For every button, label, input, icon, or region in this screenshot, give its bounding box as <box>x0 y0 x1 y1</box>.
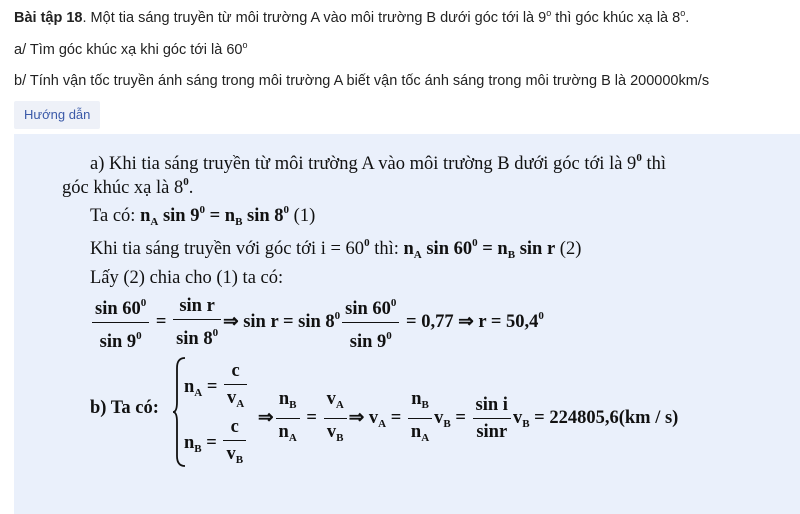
exercise-part-a: a/ Tìm góc khúc xạ khi góc tới là 60$^o$ <box>14 40 248 58</box>
exercise-part-b: b/ Tính vận tốc truyền ánh sáng trong môi trường A biết vận tốc ánh sáng trong môi trường B là 200000km/s <box>14 73 710 89</box>
part-b-label: b) Ta có: <box>90 398 159 418</box>
solution-content <box>14 134 800 514</box>
equation-1: Ta có: $n_A$ $\sin 9^0 = n_B$ $\sin 8^0$ (1) <box>90 204 316 228</box>
exercise-label: Bài tập 18 <box>14 10 83 26</box>
solution-panel <box>14 134 800 514</box>
system-eq-a: $n_A$ = $\frac{c}{v_A}$ <box>184 360 249 415</box>
divide-instruction: Lấy (2) chia cho (1) ta có: <box>90 268 284 288</box>
system-eq-b: $n_B$ = $\frac{c}{v_B}$ <box>184 416 248 471</box>
guide-button[interactable]: Hướng dẫn <box>14 101 100 129</box>
solution-line-1: a) Khi tia sáng truyền từ môi trường A vào môi trường B dưới góc tới là $9^0$ thì <box>90 152 666 174</box>
equation-2: Khi tia sáng truyền với góc tới $i = 60^0$ thì: $n_A$ $\sin 60^0 = n_B$ sin r (2) <box>90 237 582 261</box>
equation-velocity: ⇒ $\frac{n_B}{n_A}$ = $\frac{v_A}{v_B}$ ⇒ $v_A$ = $\frac{n_B}{n_A}$ $v_B$ = $\frac{\text{sin i}}{\sin r}$ $v_B = 224805,6(km / s)$ <box>258 389 679 444</box>
exercise-statement: Bài tập 18. Một tia sáng truyền từ môi trường A vào môi trường B dưới góc tới là 9$^o$ thì góc khúc xạ là 8$^o$. <box>14 8 690 26</box>
equation-ratio: $\frac{\sin 60^0}{\sin 9^0}$ = $\frac{\text{sin r}}{\sin 8^0}$ ⇒ $\sin r = \sin 8^0$ $\frac{\sin 60^0}{\sin 9^0}$ = 0,77 ⇒ $r = 50,4^0$ <box>90 292 544 353</box>
solution-line-2: góc khúc xạ là $8^0$. <box>62 176 194 198</box>
